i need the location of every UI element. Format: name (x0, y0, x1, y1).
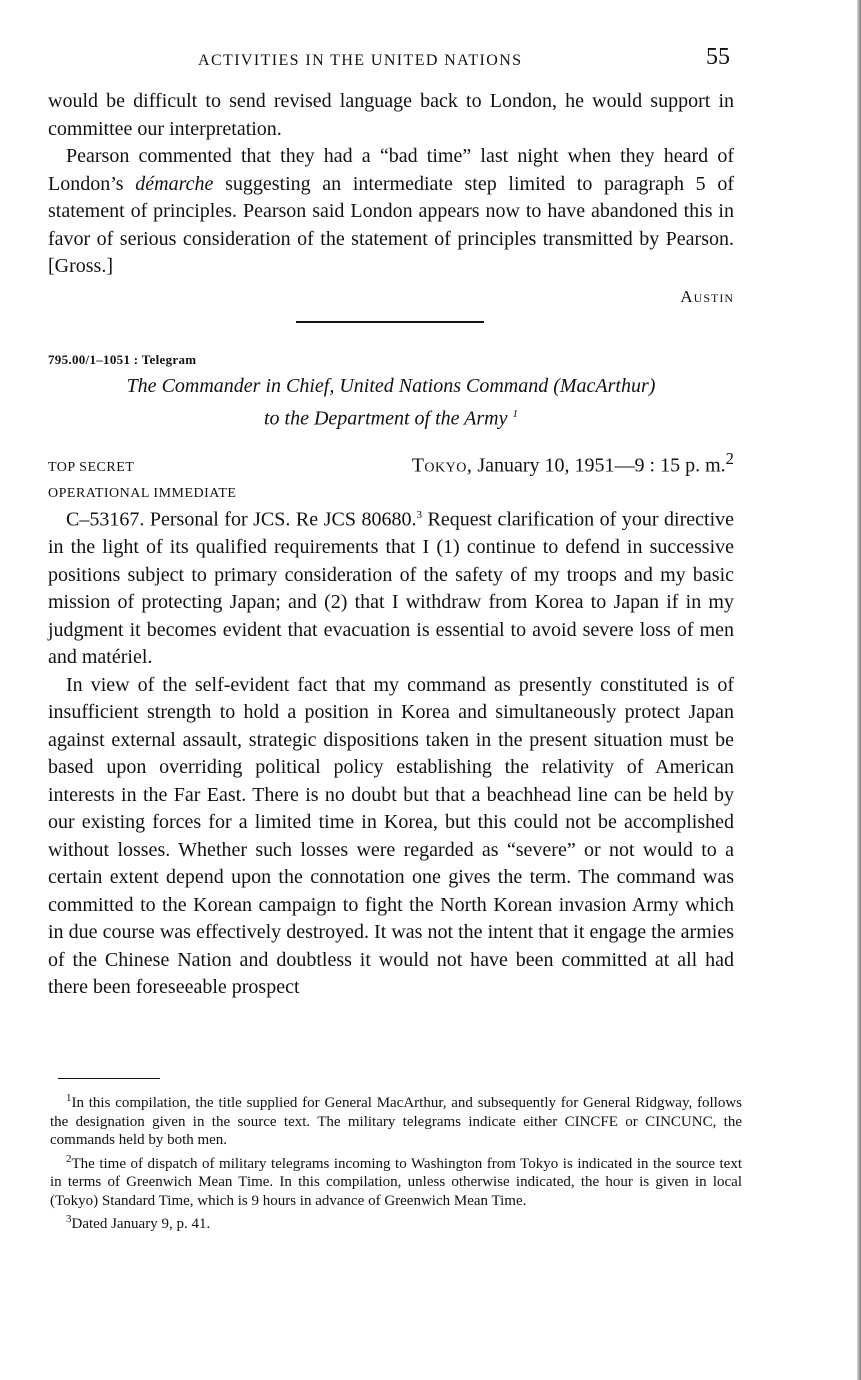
telegram-paragraph-1-end: Request clarification of your directive in the light of its qualified requirements that I (1) continue to defend in successive positions subject to primary consideration of the safety of my troops and my basic mission of protecting Japan; and (2) that I withdraw from Korea to Japan if in my judgment it becomes evident that evacuation is essential to avoid severe loss of men and matériel. (48, 508, 735, 669)
footnote-ref-3: 3 (416, 509, 422, 521)
precedence-label: OPERATIONAL IMMEDIATE (48, 486, 237, 501)
running-head (48, 44, 734, 80)
prior-document-continuation (48, 88, 734, 310)
footnote-2-number: 2 (66, 1152, 72, 1165)
footnote-3 (50, 1210, 742, 1234)
signature-austin: Austin (680, 286, 734, 306)
footnote-ref-2: 2 (725, 449, 734, 468)
telegram-paragraph-1-start: C–53167. Personal for JCS. Re JCS 80680. (66, 508, 417, 531)
document-separator-rule (296, 321, 484, 323)
footnote-3-number: 3 (66, 1213, 72, 1225)
footnote-2-text: The time of dispatch of military telegrams incoming to Washington from Tokyo is indicated in the source text in terms of Greenwich Mean Time. In this compilation, unless otherwise indicated, the hour is given in local (Tokyo) Standard Time, which is 9 hours in advance of Greenwich Mean Time. (50, 1155, 742, 1209)
telegram-paragraph-1 (48, 502, 734, 672)
footnote-rule (58, 1078, 160, 1079)
telegram-body (48, 502, 734, 1002)
running-head-title: ACTIVITIES IN THE UNITED NATIONS (198, 52, 523, 69)
footnote-1-number: 1 (66, 1092, 72, 1104)
footnote-2 (50, 1150, 742, 1211)
emphasis-demarche: démarche (135, 172, 214, 195)
footnotes (50, 1089, 742, 1234)
document-title-line-2-text: to the Department of the Army (264, 407, 508, 430)
dateline-city: Tokyo, (411, 454, 473, 477)
prior-paragraph-1: would be difficult to send revised language back to London, he would support in committee our interpretation. (48, 90, 734, 140)
scanned-page-edge (857, 0, 861, 1380)
file-reference: 795.00/1–1051 : Telegram (48, 352, 197, 367)
footnote-1 (50, 1089, 742, 1150)
dateline (412, 449, 734, 478)
footnote-ref-1: 1 (512, 408, 518, 420)
prior-paragraph-2-start: Pearson commented that they had a “bad time” last night when they heard of London’s (48, 145, 734, 195)
footnote-1-text: In this compilation, the title supplied for General MacArthur, and subsequently for General Ridgway, follows the designation given in the source text. The military telegrams indicate either CINCFE or CINCUNC, the commands held by both men. (50, 1095, 742, 1148)
page-number: 55 (706, 44, 730, 70)
document-title (48, 372, 734, 433)
prior-paragraph-2 (48, 143, 734, 281)
footnote-3-text: Dated January 9, p. 41. (71, 1216, 211, 1232)
document-title-line-2 (48, 400, 734, 433)
classification-label: TOP SECRET (48, 460, 135, 475)
telegram-paragraph-2: In view of the self-evident fact that my command as presently constituted is of insufficient strength to hold a position in Korea and simultaneously protect Japan against external assault, strategic dispositions taken in the present situation must be based upon overriding political policy establishing the relativity of American interests in the Far East. There is no doubt but that a beachhead line can be held by our existing forces for a limited time in Korea, but this could not be accomplished without losses. Whether such losses were regarded as “severe” or not would to a certain extent depend upon the connotation one gives the term. The command was committed to the Korean campaign to fight the North Korean invasion Army which in due course was effectively destroyed. It was not the intent that it engage the armies of the Chinese Nation and doubtless it would not have been committed at all had there been foreseeable prospect (48, 673, 734, 999)
prior-paragraph-2-end: suggesting an intermediate step limited to paragraph 5 of statement of principles. Pearson said London appears now to have abandoned this in favor of serious consideration of the statement of principles transmitted by Pearson. [Gross.] (48, 172, 734, 277)
dateline-date: January 10, 1951—9 : 15 p. m. (477, 454, 726, 477)
document-title-line-1: The Commander in Chief, United Nations Command (MacArthur) (126, 375, 656, 397)
